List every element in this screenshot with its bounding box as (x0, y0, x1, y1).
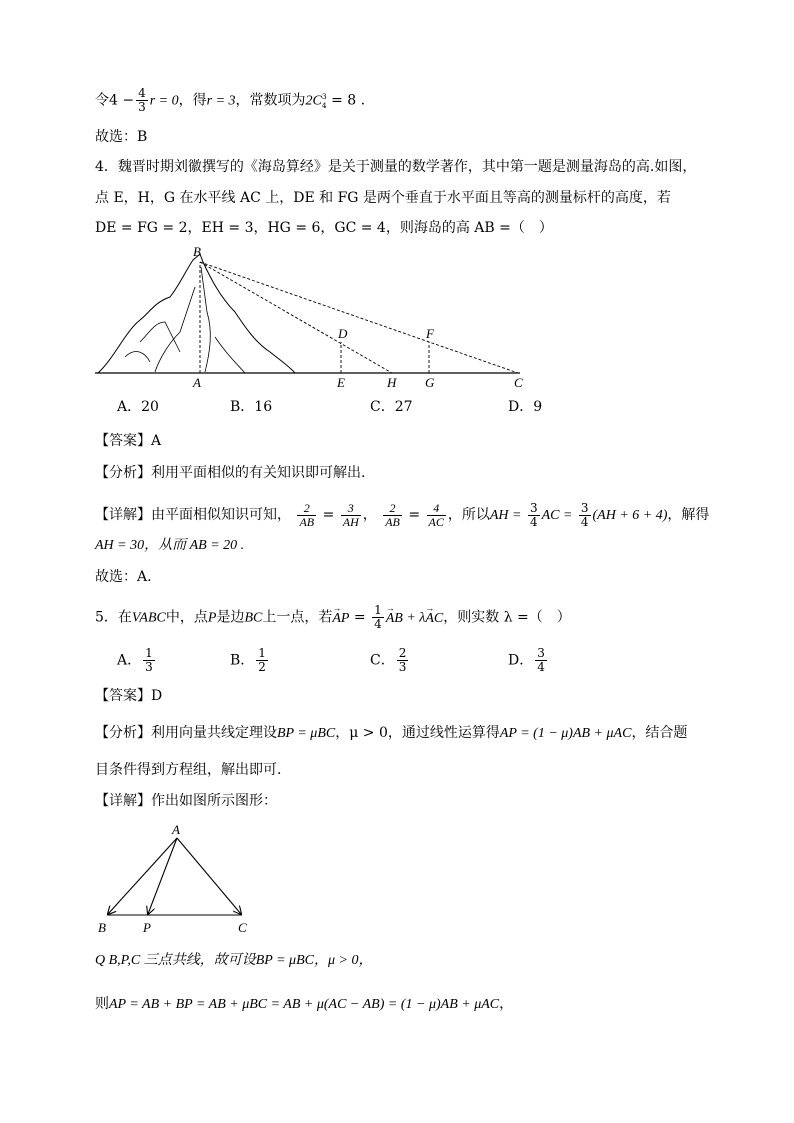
numerator: 3 (529, 500, 538, 515)
q5-analysis-1 (95, 723, 687, 744)
q4-option-a: A．20 (117, 399, 159, 415)
vector: → AB (386, 609, 403, 629)
math: P (207, 610, 217, 626)
text: 上一点，若 (262, 609, 333, 626)
text: ，则实数 λ =（ ） (443, 609, 571, 626)
q4-stem-2: 点 E，H，G 在水平线 AC 上，DE 和 FG 是两个垂直于水平面且等高的测量标杆的高度，若 (95, 190, 671, 206)
tag: 【分析】 (95, 725, 151, 741)
q4-answer (95, 431, 161, 451)
q5-option-d (508, 647, 549, 674)
q4-option-d: D．9 (508, 399, 543, 415)
label-a: A (193, 375, 201, 390)
math: BC (244, 610, 263, 626)
denominator: AB (299, 514, 315, 529)
denominator: 3 (145, 660, 153, 674)
label-g: G (425, 375, 435, 390)
intro-answer: 故选：B (95, 129, 148, 145)
denominator: 3 (398, 660, 407, 674)
text: ，得 (178, 92, 207, 109)
numerator: 4 (427, 502, 446, 516)
fraction (427, 502, 446, 529)
q5-option-b (230, 647, 270, 674)
q5-line-z (95, 994, 513, 1015)
math: + λ (402, 610, 426, 626)
label-a: A (172, 822, 180, 837)
denominator: 4 (580, 514, 589, 529)
math: AH = (489, 508, 522, 523)
numerator: 1 (374, 603, 382, 617)
math: VABC (131, 610, 166, 626)
fraction (136, 87, 148, 114)
option-label: D． (508, 652, 534, 669)
q5-answer (95, 686, 162, 706)
math: (AH + 6 + 4) (592, 508, 668, 523)
vector-ap (148, 838, 177, 914)
vector-ab (108, 838, 177, 914)
text: Q B,P,C 三点共线，故可设 (95, 953, 256, 968)
triangle-figure (95, 820, 265, 938)
island-figure (95, 242, 535, 392)
fraction (256, 647, 268, 674)
answer-value: A (151, 433, 162, 449)
label-d: D (338, 326, 348, 341)
sightline-bc (200, 262, 518, 373)
numerator: 2 (383, 502, 402, 516)
tag: 【答案】 (95, 433, 151, 449)
label-e: E (337, 375, 345, 390)
superscript: 3 (321, 91, 327, 101)
text: 利用向量共线定理设 (151, 725, 277, 741)
fraction (372, 604, 384, 631)
text: 是边 (216, 609, 245, 626)
mountain-ridge (215, 337, 245, 373)
label-p: P (143, 920, 151, 935)
text: 则 (95, 996, 109, 1012)
label-h: H (387, 375, 397, 390)
math: BP = μBC (255, 953, 314, 968)
subscript: 4 (321, 100, 327, 110)
numerator: 4 (138, 86, 146, 100)
q4-option-c: C．27 (370, 399, 413, 415)
math: AP = AB + BP = AB + μBC = AB + μ(AC − AB) = (1 − μ)AB + μAC (109, 997, 500, 1012)
tag: 【答案】 (95, 688, 151, 704)
fraction (341, 502, 361, 529)
text: 令 (95, 92, 109, 109)
numerator: 1 (145, 646, 153, 660)
option-label: B． (230, 652, 255, 669)
q5-option-c (370, 647, 410, 674)
text: 4 − (109, 92, 135, 109)
text: 作出如图所示图形： (151, 793, 277, 809)
text: ，所以 (447, 507, 490, 523)
label-b: B (193, 244, 201, 259)
denominator: 4 (374, 617, 382, 631)
math: 2C (305, 93, 322, 109)
numerator: 3 (537, 646, 545, 660)
fraction (535, 647, 547, 674)
denominator: 4 (537, 660, 545, 674)
label-b: B (98, 920, 106, 935)
vector-ac (177, 838, 241, 914)
denominator: 2 (258, 660, 266, 674)
denominator: AB (385, 514, 400, 529)
q4-result: AH = 30，从而 AB = 20 . (95, 538, 245, 553)
text: ，μ > 0，通过线性运算得 (335, 725, 500, 741)
intro-line (95, 87, 365, 114)
text: 由平面相似知识可知， (151, 507, 291, 523)
q4-detail: 【详解】由平面相似知识可知， $\frac{2}{AB}$ = $\frac{3}{AH}$ ， $\frac{2}{AB}$ = $\frac{4}{AC}$ ，所以AH = $\frac{3}{4}$ AC = $\frac{3}{4}$ (AH + 6 + 4)，解得 (95, 500, 710, 529)
text: ，常数项为 (235, 92, 306, 109)
numerator: 2 (398, 646, 407, 660)
fraction (579, 502, 591, 529)
option-label: A． (117, 652, 142, 669)
text: = (349, 609, 371, 626)
text: ，μ > 0， (313, 953, 373, 968)
analysis-text: 利用平面相似的有关知识即可解出. (151, 465, 366, 481)
vector: → AC (425, 609, 443, 629)
text: = 8 . (326, 92, 366, 109)
q4-stem-1: 4．魏晋时期刘徽撰写的《海岛算经》是关于测量的数学著作，其中第一题是测量海岛的高.如图， (95, 159, 697, 175)
label-c: C (514, 375, 523, 390)
q5-option-a (117, 647, 157, 674)
mountain-ridge (125, 352, 150, 362)
option-label: C． (370, 652, 395, 669)
q4-stem-3: DE = FG = 2，EH = 3，HG = 6，GC = 4，则海岛的高 AB =（ ） (95, 220, 553, 236)
q5-line-q (95, 950, 372, 971)
text: 5．在 (95, 609, 132, 626)
text: ，结合题 (631, 725, 688, 741)
fraction (528, 502, 540, 529)
tag: 【详解】 (95, 507, 151, 523)
q4-final: 故选：A. (95, 569, 152, 585)
math: r = 3 (206, 93, 236, 109)
numerator: 2 (297, 502, 316, 516)
tag: 【分析】 (95, 465, 151, 481)
denominator: AH (342, 514, 359, 529)
tag: 【详解】 (95, 793, 151, 809)
denominator: 4 (529, 514, 538, 529)
numerator: 3 (580, 500, 589, 515)
mountain-ridge (140, 322, 180, 352)
answer-value: D (151, 688, 163, 704)
fraction (297, 502, 316, 529)
math: AC = (541, 508, 573, 523)
vector: → AP (332, 609, 349, 629)
numerator: 1 (258, 646, 266, 660)
q5-stem (95, 604, 571, 631)
numerator: 3 (341, 502, 361, 516)
label-f: F (426, 326, 434, 341)
denominator: AC (428, 514, 444, 529)
sightline-bh (200, 262, 392, 373)
fraction (383, 502, 402, 529)
q4-option-b: B．16 (230, 399, 273, 415)
mountain-ridge (155, 287, 195, 372)
math: AP = (1 − μ)AB + μAC (499, 726, 632, 741)
text: ，解得 (667, 507, 710, 523)
text: ， (499, 996, 514, 1012)
math: BP = μBC (277, 726, 336, 741)
q4-analysis (95, 463, 365, 483)
fraction (143, 647, 155, 674)
text: 中，点 (165, 609, 208, 626)
label-c: C (238, 920, 247, 935)
mountain-ridge (201, 267, 210, 372)
math: r = 0 (149, 93, 179, 109)
denominator: 3 (138, 100, 146, 114)
q5-analysis-2: 目条件得到方程组，解出即可. (95, 762, 282, 778)
q5-detail (95, 791, 277, 811)
fraction (397, 647, 409, 674)
